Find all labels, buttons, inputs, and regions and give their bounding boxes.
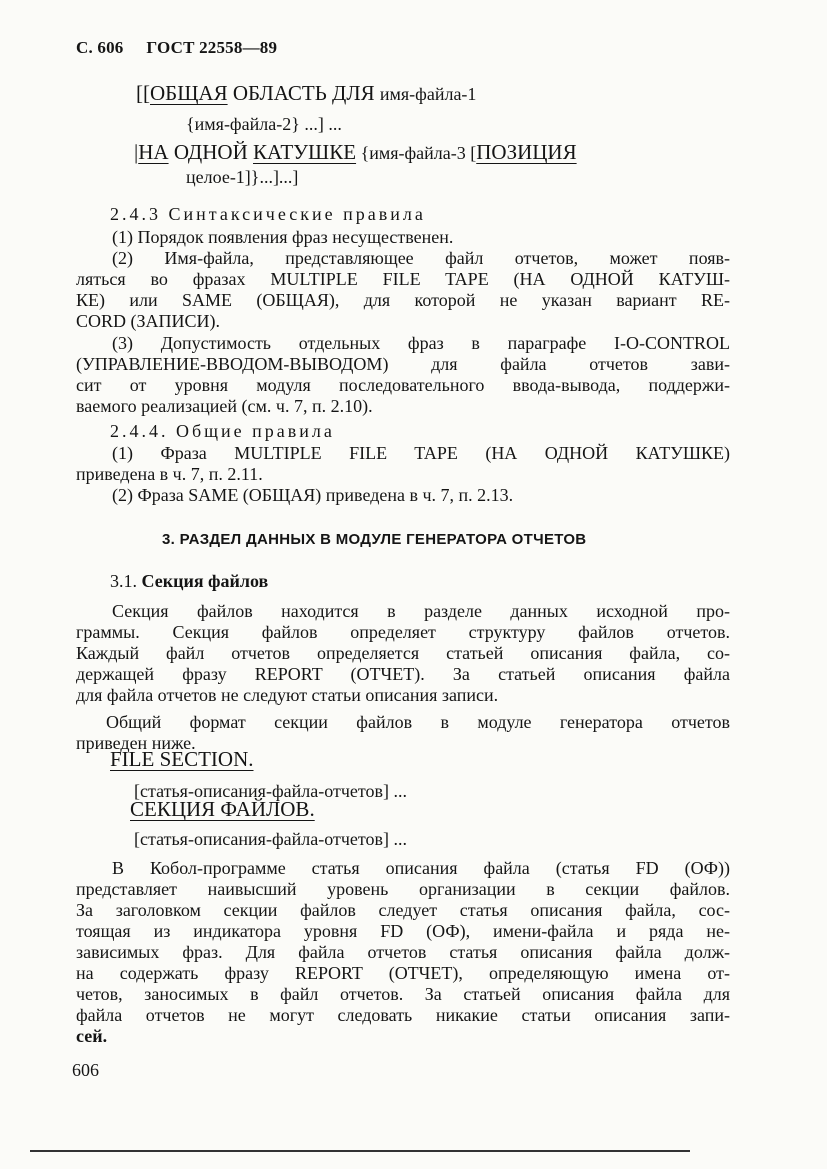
para2-line: Общий формат секции файлов в модуле генератора отчетов xyxy=(106,712,730,732)
section-3-1-title: 3.1. Секция файлов xyxy=(110,571,269,591)
s244-line: (1) Фраза MULTIPLE FILE TAPE (НА ОДНОЙ КАТУШКЕ) xyxy=(112,443,730,463)
para1-line: граммы. Секция файлов определяет структуру файлов отчетов. xyxy=(76,622,730,642)
para3-line: зависимых фраз. Для файла отчетов статья описания файла долж- xyxy=(76,942,730,962)
page-label: С. 606 xyxy=(76,38,124,57)
para3-line: За заголовком секции файлов следует статья описания файла, сос- xyxy=(76,900,730,920)
s243-line: (3) Допустимость отдельных фраз в параграфе I-O-CONTROL xyxy=(112,333,730,353)
format-entry-2: [статья-описания-файла-отчетов] ... xyxy=(134,829,407,849)
para3-line: представляет наивысший уровень организации в секции файлов. xyxy=(76,879,730,899)
section-2-4-3-title: 2.4.3 Синтаксические правила xyxy=(110,204,426,224)
s243-line: КЕ) или SAME (ОБЩАЯ), для которой не указан вариант RE- xyxy=(76,290,730,310)
syntax-line-2: {имя-файла-2} ...] ... xyxy=(186,114,342,134)
s243-line: (1) Порядок появления фраз несущественен. xyxy=(112,227,454,247)
s243-line: (УПРАВЛЕНИЕ-ВВОДОМ-ВЫВОДОМ) для файла отчетов зави- xyxy=(76,354,730,374)
para1-line: для файла отчетов не следуют статьи описания записи. xyxy=(76,685,499,705)
bottom-rule xyxy=(30,1150,690,1152)
chapter-3-heading: 3. РАЗДЕЛ ДАННЫХ В МОДУЛЕ ГЕНЕРАТОРА ОТЧЕТОВ xyxy=(162,531,587,548)
running-header xyxy=(76,38,277,58)
keyword-poziciya: ПОЗИЦИЯ xyxy=(476,140,577,164)
keyword-na: НА xyxy=(138,140,169,164)
s243-line: сит от уровня модуля последовательного ввода-вывода, поддержи- xyxy=(76,375,730,395)
para3-line: тоящая из индикатора уровня FD (ОФ), имени-файла и ряда не- xyxy=(76,921,730,941)
s243-line: ляться во фразах MULTIPLE FILE TAPE (НА ОДНОЙ КАТУШ- xyxy=(76,269,730,289)
s243-line: ваемого реализацией (см. ч. 7, п. 2.10). xyxy=(76,396,373,416)
syntax-line-3: |НА ОДНОЙ КАТУШКЕ {имя-файла-3 [ПОЗИЦИЯ xyxy=(134,140,577,164)
para3-line: файла отчетов не могут следовать никакие статьи описания запи- xyxy=(76,1005,730,1025)
s243-line: (2) Имя-файла, представляющее файл отчетов, может появ- xyxy=(112,248,730,268)
syntax-line-1: [[ОБЩАЯ ОБЛАСТЬ ДЛЯ имя-файла-1 xyxy=(136,81,477,105)
para2-line: приведен ниже. xyxy=(76,733,196,753)
keyword-obshaya: ОБЩАЯ xyxy=(150,81,228,105)
sekciya-faylov-keyword: СЕКЦИЯ ФАЙЛОВ. xyxy=(130,797,315,821)
para1-line: Каждый файл отчетов определяется статьей описания файла, со- xyxy=(76,643,730,663)
para3-line: В Кобол-программе статья описания файла (статья FD (ОФ)) xyxy=(112,858,730,878)
s244-line: (2) Фраза SAME (ОБЩАЯ) приведена в ч. 7, п. 2.13. xyxy=(112,485,514,505)
para1-line: Секция файлов находится в разделе данных исходной про- xyxy=(112,601,730,621)
syntax-line-4: целое-1]}...]...] xyxy=(186,167,299,187)
file-section-keyword: FILE SECTION. xyxy=(110,747,254,771)
standard-id: ГОСТ 22558—89 xyxy=(146,38,278,57)
para3-line: сей. xyxy=(76,1026,108,1046)
s244-line: приведена в ч. 7, п. 2.11. xyxy=(76,464,263,484)
section-2-4-4-title: 2.4.4. Общие правила xyxy=(110,421,335,441)
page-number: 606 xyxy=(72,1060,99,1080)
para1-line: держащей фразу REPORT (ОТЧЕТ). За статьей описания файла xyxy=(76,664,730,684)
para3-line: четов, заносимых в файл отчетов. За статьей описания файла для xyxy=(76,984,730,1004)
s243-line: CORD (ЗАПИСИ). xyxy=(76,311,221,331)
format-entry-1: [статья-описания-файла-отчетов] ... xyxy=(134,781,407,801)
para3-line: на содержать фразу REPORT (ОТЧЕТ), определяющую имена от- xyxy=(76,963,730,983)
keyword-katushke: КАТУШКЕ xyxy=(253,140,357,164)
